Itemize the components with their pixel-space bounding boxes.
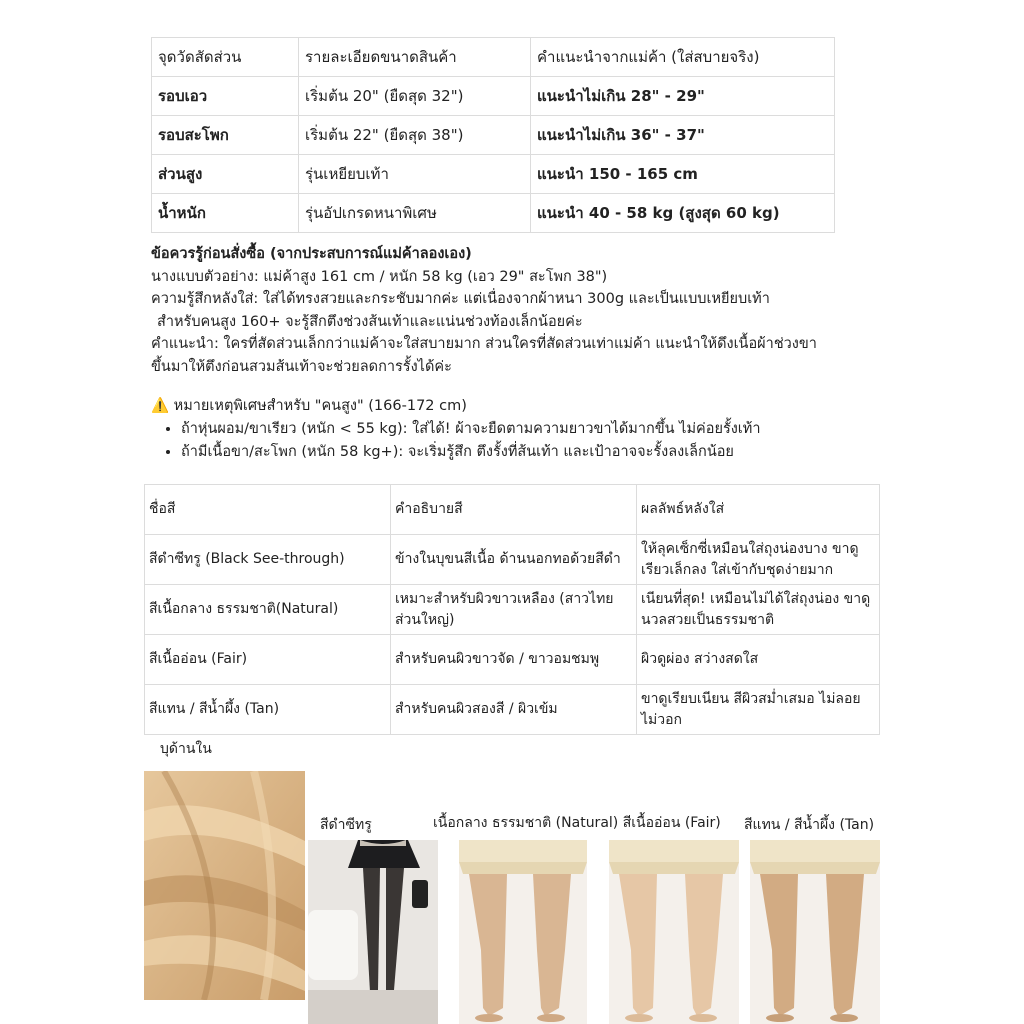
seller-advice: แนะนำ 40 - 58 kg (สูงสุด 60 kg) — [531, 194, 835, 233]
tan-tights-image — [750, 840, 880, 1024]
size-table-header — [152, 38, 835, 77]
size-detail: รุ่นเหยียบเท้า — [299, 155, 531, 194]
header-cell: คำอธิบายสี — [391, 485, 637, 535]
measure-point: รอบสะโพก — [152, 116, 299, 155]
color-row — [145, 635, 880, 685]
measure-point: รอบเอว — [152, 77, 299, 116]
notes-title: ข้อควรรู้ก่อนสั่งซื้อ (จากประสบการณ์แม่ค้าลองเอง) — [151, 246, 472, 262]
color-result: ขาดูเรียบเนียน สีผิวสม่ำเสมอ ไม่ลอยไม่วอก — [637, 685, 880, 735]
natural-fair-label: เนื้อกลาง ธรรมชาติ (Natural) สีเนื้ออ่อน (Fair) — [433, 815, 721, 831]
seller-advice: แนะนำไม่เกิน 28" - 29" — [531, 77, 835, 116]
notes-model: นางแบบตัวอย่าง: แม่ค้าสูง 161 cm / หนัก 58 kg (เอว 29" สะโพก 38") — [151, 268, 608, 285]
color-row — [145, 535, 880, 585]
size-detail: รุ่นอัปเกรดหนาพิเศษ — [299, 194, 531, 233]
color-table-header — [145, 485, 880, 535]
seller-advice: แนะนำ 150 - 165 cm — [531, 155, 835, 194]
warning-title: หมายเหตุพิเศษสำหรับ "คนสูง" (166-172 cm) — [173, 398, 467, 414]
notes-feeling-line-2: สำหรับคนสูง 160+ จะรู้สึกตึงช่วงส้นเท้าและแน่นช่วงท้องเล็กน้อยค่ะ — [157, 313, 583, 330]
color-name: สีแทน / สีน้ำผึ้ง (Tan) — [145, 685, 391, 735]
color-row — [145, 685, 880, 735]
header-cell: รายละเอียดขนาดสินค้า — [299, 38, 531, 77]
black-color-label: สีดำซีทรู — [320, 817, 372, 833]
tall-people-note — [151, 395, 911, 464]
color-name: สีเนื้ออ่อน (Fair) — [145, 635, 391, 685]
seller-advice: แนะนำไม่เกิน 36" - 37" — [531, 116, 835, 155]
color-desc: สำหรับคนผิวขาวจัด / ขาวอมชมพู — [391, 635, 637, 685]
color-name: สีเนื้อกลาง ธรรมชาติ(Natural) — [145, 585, 391, 635]
notes-advice-line-1: คำแนะนำ: ใครที่สัดส่วนเล็กกว่าแม่ค้าจะใส่สบายมาก ส่วนใครที่สัดส่วนเท่าแม่ค้า แนะนำให้ดึงเนื้อผ้าช่วงขา — [151, 336, 817, 353]
tan-color-label: สีแทน / สีน้ำผึ้ง (Tan) — [744, 817, 875, 833]
notes-feeling-line-1: ความรู้สึกหลังใส่: ใส่ได้ทรงสวยและกระชับมากค่ะ แต่เนื่องจากผ้าหนา 300g และเป็นแบบเหยียบเท้า — [151, 291, 770, 308]
warning-item: • ถ้ามีเนื้อขา/สะโพก (หนัก 58 kg+): จะเริ่มรู้สึก ตึงรั้งที่ส้นเท้า และเป้าอาจจะรั้งลงเล็กน้อย — [181, 441, 911, 464]
header-cell: คำแนะนำจากแม่ค้า (ใส่สบายจริง) — [531, 38, 835, 77]
size-row — [152, 77, 835, 116]
natural-tights-image — [459, 840, 587, 1024]
purchase-notes — [151, 243, 901, 379]
header-cell: ชื่อสี — [145, 485, 391, 535]
size-row — [152, 155, 835, 194]
warning-title-row — [151, 395, 911, 418]
color-desc: ข้างในบุขนสีเนื้อ ด้านนอกทอด้วยสีดำ — [391, 535, 637, 585]
color-desc: เหมาะสำหรับผิวขาวเหลือง (สาวไทยส่วนใหญ่) — [391, 585, 637, 635]
size-row — [152, 194, 835, 233]
lining-label: บุด้านใน — [160, 741, 212, 757]
measure-point: น้ำหนัก — [152, 194, 299, 233]
notes-advice-line-2: ขึ้นมาให้ตึงก่อนสวมส้นเท้าจะช่วยลดการรั้งได้ค่ะ — [151, 358, 452, 375]
fair-tights-image — [609, 840, 739, 1024]
size-detail: เริ่มต้น 20" (ยืดสุด 32") — [299, 77, 531, 116]
color-table — [144, 484, 880, 735]
lining-fabric-image — [144, 771, 305, 1000]
warning-icon: ⚠️ — [151, 398, 170, 414]
size-row — [152, 116, 835, 155]
warning-list — [151, 418, 911, 464]
color-name: สีดำซีทรู (Black See-through) — [145, 535, 391, 585]
header-cell: ผลลัพธ์หลังใส่ — [637, 485, 880, 535]
color-result: เนียนที่สุด! เหมือนไม่ได้ใส่ถุงน่อง ขาดูนวลสวยเป็นธรรมชาติ — [637, 585, 880, 635]
measure-point: ส่วนสูง — [152, 155, 299, 194]
color-result: ให้ลุคเซ็กซี่เหมือนใส่ถุงน่องบาง ขาดูเรียวเล็กลง ใส่เข้ากับชุดง่ายมาก — [637, 535, 880, 585]
color-desc: สำหรับคนผิวสองสี / ผิวเข้ม — [391, 685, 637, 735]
size-detail: เริ่มต้น 22" (ยืดสุด 38") — [299, 116, 531, 155]
size-table — [151, 37, 835, 233]
color-row — [145, 585, 880, 635]
color-result: ผิวดูผ่อง สว่างสดใส — [637, 635, 880, 685]
black-tights-image — [308, 840, 438, 1024]
header-cell: จุดวัดสัดส่วน — [152, 38, 299, 77]
warning-item: • ถ้าหุ่นผอม/ขาเรียว (หนัก < 55 kg): ใส่ได้! ผ้าจะยืดตามความยาวขาได้มากขึ้น ไม่ค่อยรั้งเท้า — [181, 418, 911, 441]
